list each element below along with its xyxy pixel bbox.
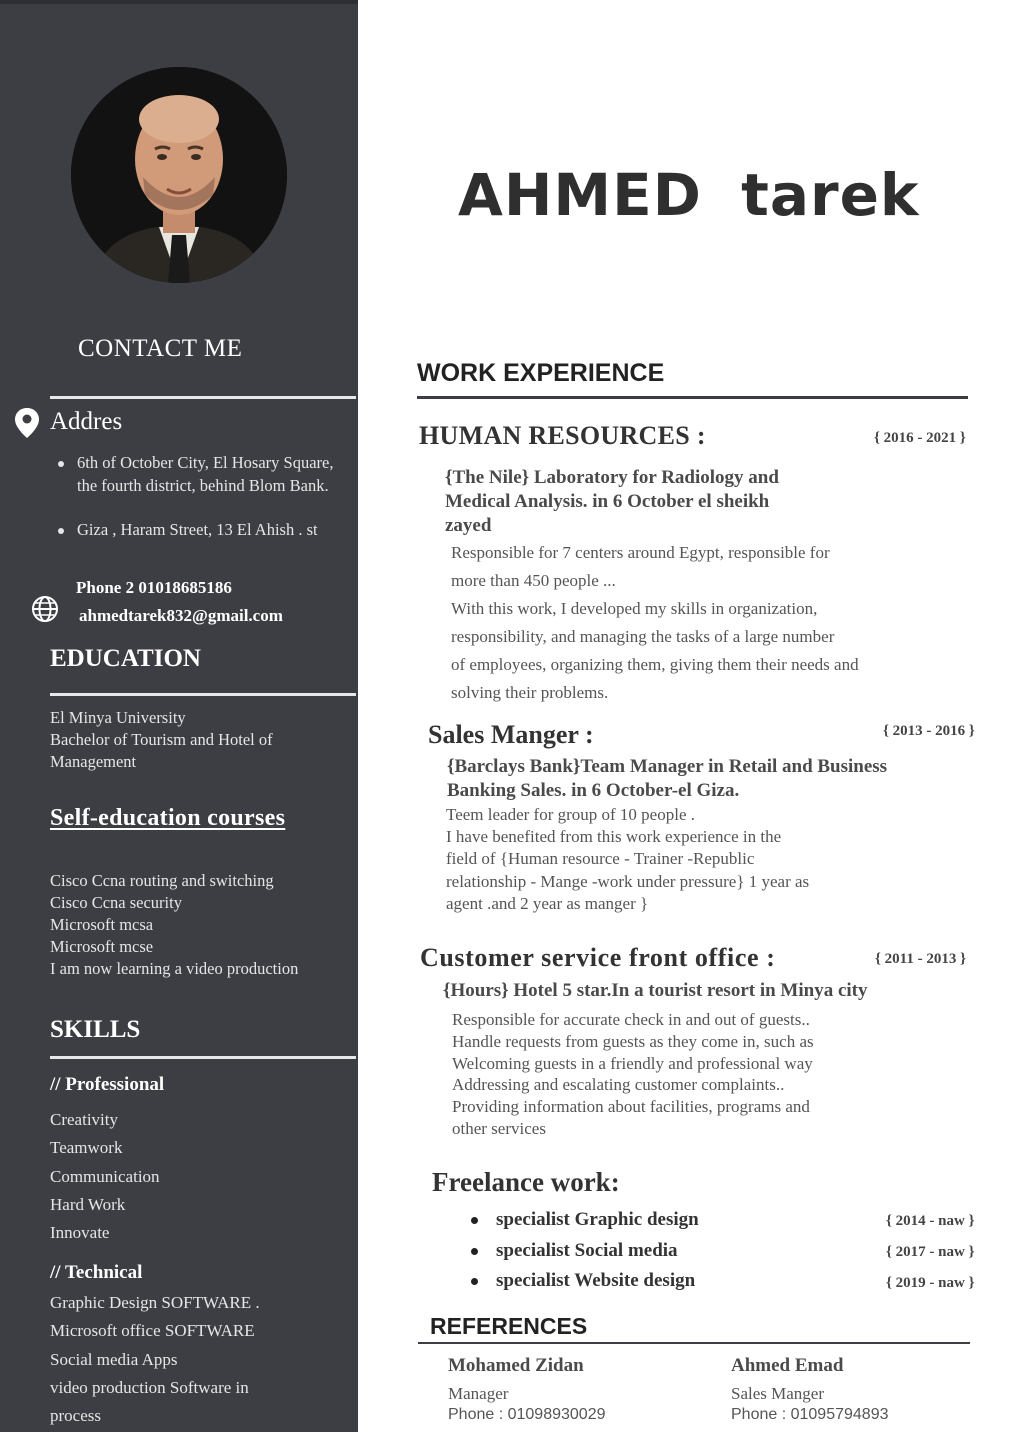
job-description [451, 539, 859, 707]
location-pin-icon [15, 408, 39, 438]
skill-item: video production Software in [50, 1377, 249, 1397]
company-line: {Hours} Hotel 5 star.In a tourist resort in Minya city [443, 980, 868, 1001]
freelance-date: { 2014 - naw } [886, 1213, 975, 1229]
course-list [50, 870, 298, 980]
job-date: { 2016 - 2021 } [874, 430, 966, 446]
reference-role: Sales Manger [731, 1384, 825, 1403]
course-item: I am now learning a video production [50, 959, 299, 978]
reference-card [731, 1354, 888, 1425]
profile-photo-illustration [71, 67, 287, 283]
professional-skill-list [50, 1106, 160, 1247]
reference-phone: Phone : 01098930029 [448, 1406, 606, 1423]
profile-photo [71, 67, 287, 283]
globe-icon [31, 595, 59, 623]
job-description [452, 1009, 814, 1140]
description-line: more than 450 people ... [451, 571, 616, 590]
professional-skills-title: // Professional [50, 1074, 165, 1095]
education-divider [50, 693, 356, 696]
description-line: Responsible for accurate check in and out of guests.. [452, 1010, 810, 1029]
reference-name: Ahmed Emad [731, 1355, 844, 1376]
technical-skill-list [50, 1289, 260, 1430]
description-line: relationship - Mange -work under pressure} 1 year as [446, 871, 810, 891]
description-line: Responsible for 7 centers around Egypt, responsible for [451, 543, 830, 562]
freelance-list [470, 1208, 699, 1300]
email-address[interactable]: ahmedtarek832@gmail.com [79, 606, 283, 625]
description-line: Teem leader for group of 10 people . [446, 805, 695, 824]
job-title: Customer service front office : [420, 943, 776, 972]
freelance-item: specialist Social media [470, 1239, 699, 1270]
education-line: El Minya University [50, 708, 186, 727]
course-item: Cisco Ccna routing and switching [50, 871, 274, 890]
job-title: Sales Manger : [428, 720, 594, 749]
description-line: I have benefited from this work experience in the [446, 827, 782, 847]
company-line: zayed [445, 515, 492, 536]
company-line: {Barclays Bank}Team Manager in Retail and Business [447, 756, 888, 777]
course-item: Cisco Ccna security [50, 893, 182, 912]
description-line: Welcoming guests in a friendly and professional way [452, 1053, 813, 1073]
description-line: With this work, I developed my skills in organization, [451, 599, 818, 618]
description-line: field of {Human resource - Trainer -Republic [446, 849, 755, 869]
reference-phone: Phone : 01095794893 [731, 1406, 889, 1423]
job-company [447, 755, 887, 803]
skill-item: Social media Apps [50, 1349, 178, 1369]
self-education-title: Self-education courses [50, 805, 286, 831]
skill-item: Innovate [50, 1223, 110, 1243]
reference-card [448, 1354, 605, 1425]
job-title: HUMAN RESOURCES : [419, 421, 706, 450]
job-date: { 2013 - 2016 } [883, 723, 975, 739]
address-heading: Addres [50, 408, 123, 435]
skill-item: Creativity [50, 1110, 118, 1129]
description-line: responsibility, and managing the tasks of a large number [451, 627, 835, 646]
description-line: solving their problems. [451, 683, 609, 702]
skills-divider [50, 1056, 356, 1059]
course-item: Microsoft mcsa [50, 915, 154, 934]
skills-title: SKILLS [50, 1016, 141, 1043]
address-item: Giza , Haram Street, 13 El Ahish . st [58, 519, 348, 542]
description-line: of employees, organizing them, giving them their needs and [451, 655, 859, 674]
reference-name: Mohamed Zidan [448, 1355, 584, 1376]
freelance-date: { 2019 - naw } [886, 1275, 975, 1291]
skill-item: Graphic Design SOFTWARE . [50, 1293, 260, 1312]
freelance-item: specialist Graphic design [470, 1208, 699, 1239]
freelance-title: Freelance work: [432, 1167, 620, 1197]
candidate-name: AHMED tarek [458, 161, 920, 229]
job-company [445, 466, 779, 538]
course-item: Microsoft mcse [50, 937, 154, 956]
references-title: REFERENCES [430, 1313, 588, 1339]
company-line: Banking Sales. in 6 October-el Giza. [447, 780, 740, 801]
job-company [443, 979, 868, 1003]
freelance-date: { 2017 - naw } [886, 1244, 975, 1260]
address-list [58, 452, 348, 564]
work-experience-divider [417, 396, 968, 399]
technical-skills-title: // Technical [50, 1262, 143, 1283]
contact-title: CONTACT ME [78, 335, 243, 362]
skill-item: Microsoft office SOFTWARE [50, 1321, 255, 1341]
skill-item: Teamwork [50, 1138, 123, 1158]
freelance-item: specialist Website design [470, 1269, 699, 1300]
references-divider [418, 1342, 970, 1344]
description-line: Handle requests from guests as they come in, such as [452, 1031, 814, 1051]
description-line: other services [452, 1118, 546, 1138]
description-line: Providing information about facilities, programs and [452, 1097, 810, 1117]
job-date: { 2011 - 2013 } [875, 951, 966, 967]
education-details [50, 707, 273, 773]
job-description [446, 804, 809, 915]
sidebar-top-edge [0, 0, 358, 4]
sidebar [0, 0, 358, 1432]
company-line: {The Nile} Laboratory for Radiology and [445, 467, 779, 488]
description-line: Addressing and escalating customer complaints.. [452, 1075, 785, 1095]
skill-item: Hard Work [50, 1194, 126, 1214]
description-line: agent .and 2 year as manger } [446, 893, 649, 913]
education-line: Management [50, 752, 137, 771]
company-line: Medical Analysis. in 6 October el sheikh [445, 491, 770, 512]
freelance-dates [886, 1212, 975, 1305]
phone-number: Phone 2 01018685186 [76, 578, 232, 597]
education-title: EDUCATION [50, 645, 201, 672]
address-item: 6th of October City, El Hosary Square, the fourth district, behind Blom Bank. [58, 452, 348, 497]
contact-divider [50, 396, 356, 399]
skill-item: process [50, 1406, 101, 1426]
skill-item: Communication [50, 1166, 160, 1186]
work-experience-title: WORK EXPERIENCE [417, 359, 665, 387]
reference-role: Manager [448, 1384, 509, 1403]
education-line: Bachelor of Tourism and Hotel of [50, 730, 273, 749]
